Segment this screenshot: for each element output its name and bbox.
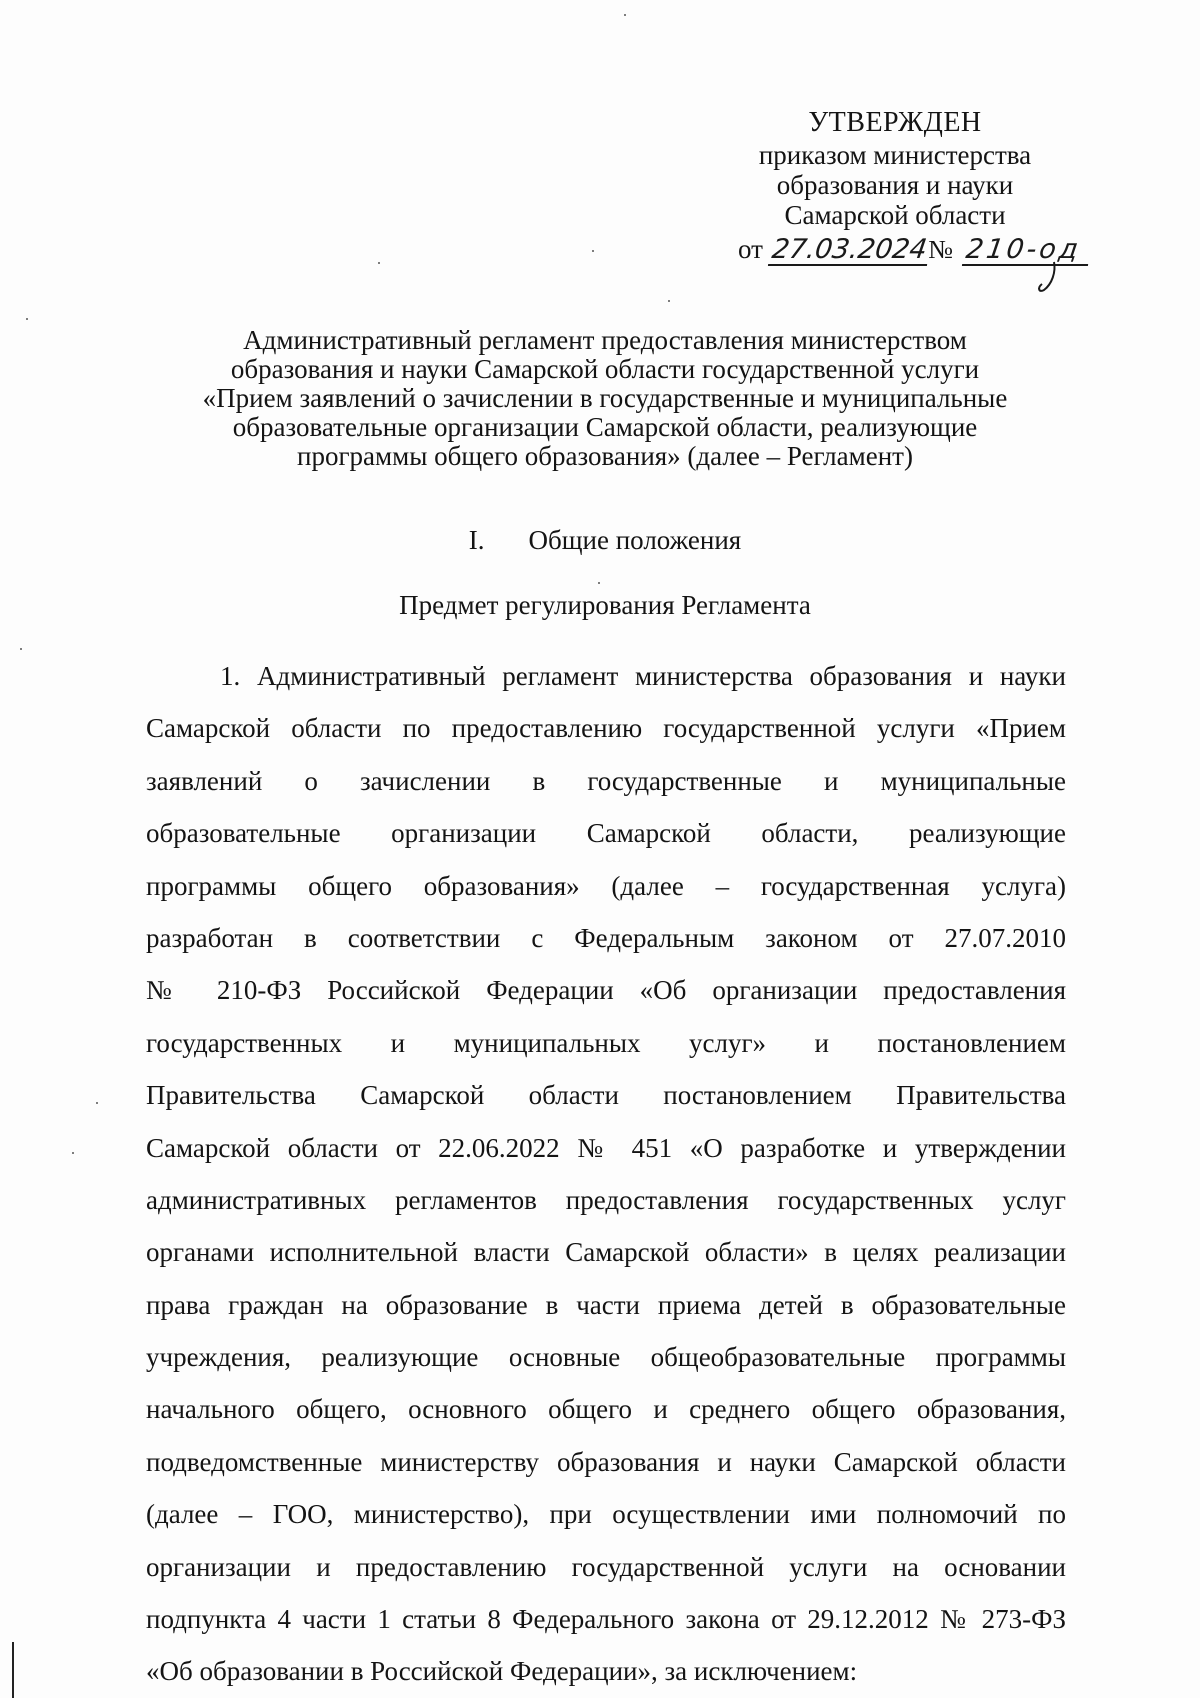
paragraph-line: № 210-ФЗ Российской Федерации «Об организации предоставления bbox=[146, 975, 1066, 1006]
paragraph-line: Правительства Самарской области постановлением Правительства bbox=[146, 1080, 1066, 1111]
document-title-line: «Прием заявлений о зачислении в государственные и муниципальные bbox=[202, 383, 1008, 413]
number-sign: № bbox=[928, 235, 954, 264]
scan-speck bbox=[598, 582, 600, 584]
scan-edge-mark bbox=[12, 1642, 14, 1698]
paragraph-line: «Об образовании в Российской Федерации», за исключением: bbox=[146, 1656, 858, 1687]
paragraph-line: (далее – ГОО, министерство), при осуществлении ими полномочий по bbox=[146, 1499, 1066, 1530]
section-number: I. bbox=[468, 525, 485, 555]
document-title-line: образовательные организации Самарской области, реализующие bbox=[232, 412, 978, 442]
scan-speck bbox=[96, 1102, 98, 1104]
scan-speck bbox=[668, 300, 670, 302]
paragraph-line: программы общего образования» (далее – государственная услуга) bbox=[146, 870, 1066, 901]
paragraph-line: 1. Административный регламент министерства образования и науки bbox=[220, 661, 1066, 691]
paragraph-line: Самарской области по предоставлению государственной услуги «Прием bbox=[146, 713, 1066, 744]
paragraph-line: учреждения, реализующие основные общеобразовательные программы bbox=[146, 1342, 1066, 1373]
handwritten-date: 27.03.2024 bbox=[768, 236, 931, 266]
section-heading bbox=[150, 525, 1060, 555]
approval-line-3: Самарской области bbox=[784, 200, 1006, 230]
document-title-line: образования и науки Самарской области государственной услуги bbox=[230, 354, 980, 384]
paragraph-line: организации и предоставлению государственной услуги на основании bbox=[146, 1551, 1066, 1582]
paragraph-line: Самарской области от 22.06.2022 № 451 «О разработке и утверждении bbox=[146, 1132, 1066, 1163]
scan-speck bbox=[624, 14, 626, 16]
paragraph-line: разработан в соответствии с Федеральным законом от 27.07.2010 bbox=[146, 922, 1066, 953]
paragraph-line: государственных и муниципальных услуг» и постановлением bbox=[146, 1027, 1066, 1058]
approval-title: УТВЕРЖДЕН bbox=[808, 107, 982, 138]
approval-date-line bbox=[700, 234, 1090, 274]
document-title-line: программы общего образования» (далее – Регламент) bbox=[297, 441, 913, 471]
paragraph-line: органами исполнительной власти Самарской области» в целях реализации bbox=[146, 1237, 1066, 1268]
paragraph-line: административных регламентов предоставления государственных услуг bbox=[146, 1184, 1066, 1215]
approval-line-1: приказом министерства bbox=[758, 140, 1032, 170]
scan-speck bbox=[20, 648, 22, 650]
scan-speck bbox=[592, 250, 594, 252]
handwriting-hook-icon bbox=[1036, 260, 1058, 294]
paragraph-line: начального общего, основного общего и среднего общего образования, bbox=[146, 1394, 1066, 1425]
approval-date-prefix: от bbox=[738, 234, 763, 264]
handwritten-number: 210-од bbox=[962, 236, 1092, 266]
section-title: Общие положения bbox=[528, 525, 742, 555]
scan-speck bbox=[378, 262, 380, 264]
document-title bbox=[150, 326, 1060, 471]
paragraph-line: образовательные организации Самарской области, реализующие bbox=[146, 818, 1066, 849]
paragraph-line: права граждан на образование в части приема детей в образовательные bbox=[146, 1289, 1066, 1320]
paragraph-line: подпункта 4 части 1 статьи 8 Федерального закона от 29.12.2012 № 273-ФЗ bbox=[146, 1604, 1066, 1635]
paragraph-1 bbox=[146, 650, 1066, 1698]
paragraph-line: подведомственные министерству образования и науки Самарской области bbox=[146, 1446, 1066, 1477]
scan-speck bbox=[72, 1152, 74, 1154]
document-title-line: Административный регламент предоставления министерством bbox=[243, 325, 967, 355]
paragraph-line: заявлений о зачислении в государственные и муниципальные bbox=[146, 765, 1066, 796]
approval-block bbox=[700, 108, 1090, 274]
approval-line-2: образования и науки bbox=[776, 170, 1014, 200]
scan-speck bbox=[26, 318, 28, 320]
subsection-heading: Предмет регулирования Регламента bbox=[399, 590, 811, 620]
